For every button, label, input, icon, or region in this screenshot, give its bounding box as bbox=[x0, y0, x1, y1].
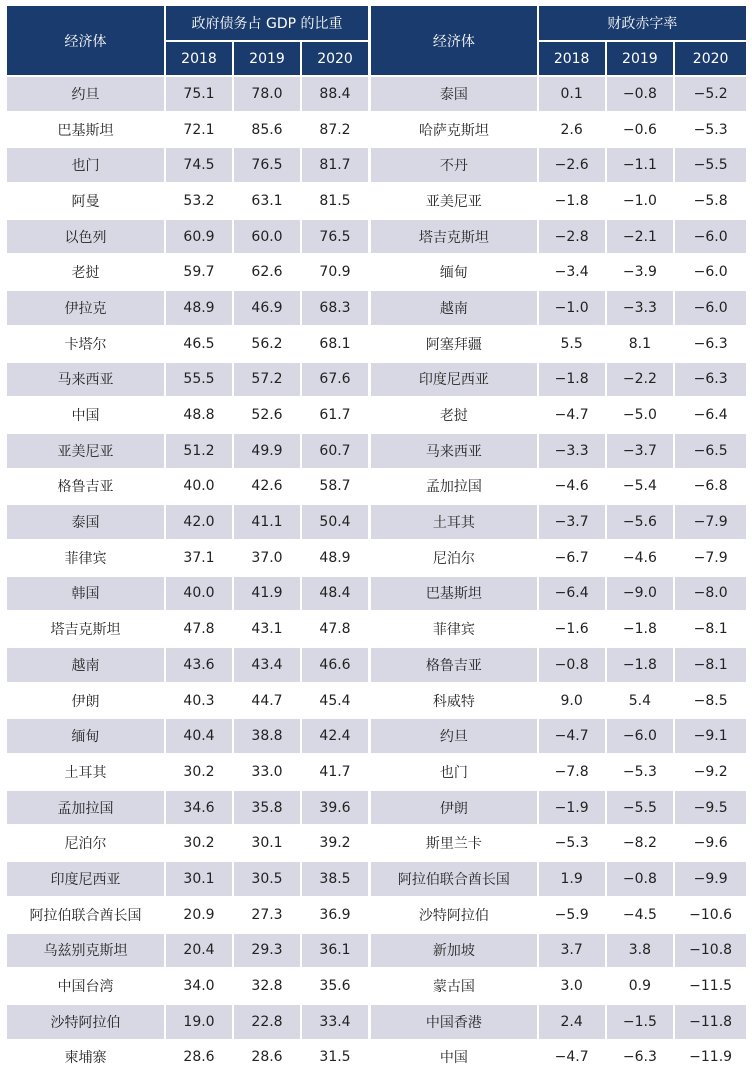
table-row bbox=[371, 862, 746, 896]
value-cell: −4.6 bbox=[607, 541, 674, 575]
table-row bbox=[7, 327, 368, 361]
economy-name-cell: 印度尼西亚 bbox=[7, 862, 164, 896]
table-row bbox=[371, 184, 746, 218]
value-cell: −11.9 bbox=[675, 1041, 746, 1075]
value-cell: 43.1 bbox=[234, 612, 300, 646]
value-cell: 37.1 bbox=[166, 541, 232, 575]
table-row bbox=[7, 1005, 368, 1039]
value-cell: 20.9 bbox=[166, 898, 232, 932]
value-cell: 51.2 bbox=[166, 434, 232, 468]
value-cell: 20.4 bbox=[166, 934, 232, 968]
value-cell: 29.3 bbox=[234, 934, 300, 968]
value-cell: 50.4 bbox=[302, 505, 368, 539]
table-row bbox=[7, 77, 368, 111]
table-row bbox=[7, 434, 368, 468]
table-row bbox=[7, 826, 368, 860]
economy-name-cell: 马来西亚 bbox=[371, 434, 537, 468]
value-cell: 75.1 bbox=[166, 77, 232, 111]
value-cell: −5.8 bbox=[675, 184, 746, 218]
value-cell: −5.2 bbox=[675, 77, 746, 111]
economy-name-cell: 亚美尼亚 bbox=[7, 434, 164, 468]
value-cell: −6.3 bbox=[607, 1041, 674, 1075]
value-cell: −8.1 bbox=[675, 612, 746, 646]
year-header: 2018 bbox=[539, 42, 605, 75]
economy-name-cell: 老挝 bbox=[371, 398, 537, 432]
economy-name-cell: 缅甸 bbox=[371, 255, 537, 289]
value-cell: 46.6 bbox=[302, 648, 368, 682]
value-cell: 60.7 bbox=[302, 434, 368, 468]
value-cell: 88.4 bbox=[302, 77, 368, 111]
table-row bbox=[371, 505, 746, 539]
value-cell: −8.0 bbox=[675, 577, 746, 611]
table-row bbox=[371, 220, 746, 254]
value-cell: 34.0 bbox=[166, 969, 232, 1003]
table-row bbox=[371, 826, 746, 860]
value-cell: −11.5 bbox=[675, 969, 746, 1003]
value-cell: 67.6 bbox=[302, 363, 368, 397]
value-cell: −8.1 bbox=[675, 648, 746, 682]
value-cell: 9.0 bbox=[539, 684, 605, 718]
value-cell: −9.1 bbox=[675, 719, 746, 753]
economy-name-cell: 孟加拉国 bbox=[7, 791, 164, 825]
value-cell: −6.5 bbox=[675, 434, 746, 468]
value-cell: −4.7 bbox=[539, 1041, 605, 1075]
value-cell: 8.1 bbox=[607, 327, 674, 361]
table-row bbox=[371, 77, 746, 111]
value-cell: 35.6 bbox=[302, 969, 368, 1003]
value-cell: 58.7 bbox=[302, 470, 368, 504]
economy-name-cell: 菲律宾 bbox=[371, 612, 537, 646]
table-row bbox=[371, 791, 746, 825]
debt-group-header: 政府债务占 GDP 的比重 bbox=[166, 6, 368, 40]
value-cell: 41.7 bbox=[302, 755, 368, 789]
value-cell: 33.4 bbox=[302, 1005, 368, 1039]
table-row bbox=[371, 684, 746, 718]
table-row bbox=[371, 541, 746, 575]
value-cell: −9.2 bbox=[675, 755, 746, 789]
value-cell: 41.9 bbox=[234, 577, 300, 611]
economy-name-cell: 孟加拉国 bbox=[371, 470, 537, 504]
economy-name-cell: 亚美尼亚 bbox=[371, 184, 537, 218]
value-cell: −10.8 bbox=[675, 934, 746, 968]
value-cell: −0.8 bbox=[607, 77, 674, 111]
value-cell: 43.4 bbox=[234, 648, 300, 682]
value-cell: −5.3 bbox=[675, 113, 746, 147]
deficit-table-body bbox=[371, 77, 746, 1074]
economy-name-cell: 沙特阿拉伯 bbox=[371, 898, 537, 932]
value-cell: 57.2 bbox=[234, 363, 300, 397]
value-cell: −11.8 bbox=[675, 1005, 746, 1039]
value-cell: −1.8 bbox=[607, 648, 674, 682]
value-cell: 44.7 bbox=[234, 684, 300, 718]
economy-name-cell: 蒙古国 bbox=[371, 969, 537, 1003]
value-cell: −5.0 bbox=[607, 398, 674, 432]
value-cell: 40.0 bbox=[166, 470, 232, 504]
table-row bbox=[371, 255, 746, 289]
value-cell: −6.8 bbox=[675, 470, 746, 504]
value-cell: −6.0 bbox=[675, 291, 746, 325]
value-cell: 60.0 bbox=[234, 220, 300, 254]
value-cell: −2.2 bbox=[607, 363, 674, 397]
value-cell: 78.0 bbox=[234, 77, 300, 111]
value-cell: −5.6 bbox=[607, 505, 674, 539]
value-cell: −2.1 bbox=[607, 220, 674, 254]
economy-name-cell: 科威特 bbox=[371, 684, 537, 718]
value-cell: −5.5 bbox=[607, 791, 674, 825]
table-row bbox=[371, 291, 746, 325]
table-row bbox=[371, 470, 746, 504]
table-row bbox=[7, 184, 368, 218]
value-cell: −2.6 bbox=[539, 148, 605, 182]
value-cell: 30.1 bbox=[166, 862, 232, 896]
economy-name-cell: 乌兹别克斯坦 bbox=[7, 934, 164, 968]
table-row bbox=[371, 969, 746, 1003]
year-header: 2019 bbox=[607, 42, 674, 75]
value-cell: 68.1 bbox=[302, 327, 368, 361]
economy-name-cell: 伊朗 bbox=[371, 791, 537, 825]
value-cell: −3.9 bbox=[607, 255, 674, 289]
table-row bbox=[371, 148, 746, 182]
value-cell: −1.6 bbox=[539, 612, 605, 646]
value-cell: −5.9 bbox=[539, 898, 605, 932]
economy-name-cell: 也门 bbox=[7, 148, 164, 182]
table-row bbox=[371, 719, 746, 753]
value-cell: −6.3 bbox=[675, 327, 746, 361]
table-row bbox=[371, 934, 746, 968]
value-cell: 34.6 bbox=[166, 791, 232, 825]
value-cell: 30.2 bbox=[166, 755, 232, 789]
value-cell: −3.7 bbox=[539, 505, 605, 539]
value-cell: 59.7 bbox=[166, 255, 232, 289]
economy-name-cell: 塔吉克斯坦 bbox=[371, 220, 537, 254]
value-cell: −3.3 bbox=[539, 434, 605, 468]
value-cell: −9.5 bbox=[675, 791, 746, 825]
table-row bbox=[7, 220, 368, 254]
value-cell: 48.9 bbox=[166, 291, 232, 325]
value-cell: 31.5 bbox=[302, 1041, 368, 1075]
economy-name-cell: 尼泊尔 bbox=[371, 541, 537, 575]
value-cell: 48.8 bbox=[166, 398, 232, 432]
value-cell: −7.8 bbox=[539, 755, 605, 789]
economy-name-cell: 也门 bbox=[371, 755, 537, 789]
table-row bbox=[7, 755, 368, 789]
value-cell: 46.5 bbox=[166, 327, 232, 361]
deficit-group-header: 财政赤字率 bbox=[539, 6, 746, 40]
value-cell: −6.4 bbox=[675, 398, 746, 432]
economy-name-cell: 中国 bbox=[371, 1041, 537, 1075]
value-cell: 46.9 bbox=[234, 291, 300, 325]
value-cell: 36.9 bbox=[302, 898, 368, 932]
value-cell: −4.7 bbox=[539, 719, 605, 753]
table-row bbox=[7, 470, 368, 504]
value-cell: −6.4 bbox=[539, 577, 605, 611]
economy-name-cell: 菲律宾 bbox=[7, 541, 164, 575]
value-cell: −6.3 bbox=[675, 363, 746, 397]
table-row bbox=[7, 612, 368, 646]
value-cell: 42.6 bbox=[234, 470, 300, 504]
value-cell: 40.4 bbox=[166, 719, 232, 753]
value-cell: 85.6 bbox=[234, 113, 300, 147]
value-cell: −1.0 bbox=[539, 291, 605, 325]
value-cell: −6.0 bbox=[607, 719, 674, 753]
year-header: 2020 bbox=[675, 42, 746, 75]
value-cell: 27.3 bbox=[234, 898, 300, 932]
economy-name-cell: 阿拉伯联合酋长国 bbox=[371, 862, 537, 896]
economy-name-cell: 缅甸 bbox=[7, 719, 164, 753]
value-cell: 37.0 bbox=[234, 541, 300, 575]
table-row bbox=[7, 862, 368, 896]
value-cell: 72.1 bbox=[166, 113, 232, 147]
value-cell: 47.8 bbox=[302, 612, 368, 646]
value-cell: 5.5 bbox=[539, 327, 605, 361]
economy-name-cell: 以色列 bbox=[7, 220, 164, 254]
value-cell: 87.2 bbox=[302, 113, 368, 147]
table-row bbox=[7, 719, 368, 753]
table-row bbox=[7, 898, 368, 932]
economy-name-cell: 泰国 bbox=[7, 505, 164, 539]
economy-name-cell: 格鲁吉亚 bbox=[7, 470, 164, 504]
value-cell: −9.9 bbox=[675, 862, 746, 896]
table-row bbox=[371, 898, 746, 932]
value-cell: 0.9 bbox=[607, 969, 674, 1003]
value-cell: −7.9 bbox=[675, 541, 746, 575]
table-row bbox=[7, 113, 368, 147]
economy-name-cell: 尼泊尔 bbox=[7, 826, 164, 860]
value-cell: 30.5 bbox=[234, 862, 300, 896]
table-row bbox=[371, 1041, 746, 1075]
value-cell: 30.1 bbox=[234, 826, 300, 860]
value-cell: 39.2 bbox=[302, 826, 368, 860]
value-cell: 35.8 bbox=[234, 791, 300, 825]
value-cell: 0.1 bbox=[539, 77, 605, 111]
value-cell: 40.3 bbox=[166, 684, 232, 718]
value-cell: 55.5 bbox=[166, 363, 232, 397]
value-cell: 47.8 bbox=[166, 612, 232, 646]
table-row bbox=[7, 934, 368, 968]
value-cell: −1.8 bbox=[607, 612, 674, 646]
value-cell: 41.1 bbox=[234, 505, 300, 539]
table-row bbox=[371, 755, 746, 789]
value-cell: 70.9 bbox=[302, 255, 368, 289]
value-cell: 42.0 bbox=[166, 505, 232, 539]
debt-table-body bbox=[7, 77, 368, 1074]
economy-name-cell: 约旦 bbox=[7, 77, 164, 111]
economy-name-cell: 马来西亚 bbox=[7, 363, 164, 397]
economy-name-cell: 韩国 bbox=[7, 577, 164, 611]
value-cell: −9.0 bbox=[607, 577, 674, 611]
value-cell: −1.5 bbox=[607, 1005, 674, 1039]
value-cell: 1.9 bbox=[539, 862, 605, 896]
value-cell: −1.8 bbox=[539, 363, 605, 397]
economy-name-cell: 塔吉克斯坦 bbox=[7, 612, 164, 646]
value-cell: −7.9 bbox=[675, 505, 746, 539]
year-header: 2020 bbox=[302, 42, 368, 75]
value-cell: 28.6 bbox=[166, 1041, 232, 1075]
economy-name-cell: 斯里兰卡 bbox=[371, 826, 537, 860]
value-cell: 43.6 bbox=[166, 648, 232, 682]
table-row bbox=[7, 648, 368, 682]
table-row bbox=[7, 541, 368, 575]
economy-name-cell: 巴基斯坦 bbox=[371, 577, 537, 611]
value-cell: 28.6 bbox=[234, 1041, 300, 1075]
value-cell: 53.2 bbox=[166, 184, 232, 218]
tables-container bbox=[5, 4, 746, 1078]
value-cell: 62.6 bbox=[234, 255, 300, 289]
table-row bbox=[371, 398, 746, 432]
value-cell: 76.5 bbox=[234, 148, 300, 182]
table-row bbox=[7, 577, 368, 611]
year-header: 2018 bbox=[166, 42, 232, 75]
value-cell: 2.4 bbox=[539, 1005, 605, 1039]
value-cell: −9.6 bbox=[675, 826, 746, 860]
economy-name-cell: 巴基斯坦 bbox=[7, 113, 164, 147]
value-cell: 33.0 bbox=[234, 755, 300, 789]
table-row bbox=[371, 113, 746, 147]
value-cell: 49.9 bbox=[234, 434, 300, 468]
fiscal-deficit-table bbox=[369, 4, 748, 1076]
economy-name-cell: 伊朗 bbox=[7, 684, 164, 718]
value-cell: 81.7 bbox=[302, 148, 368, 182]
value-cell: 39.6 bbox=[302, 791, 368, 825]
value-cell: 38.5 bbox=[302, 862, 368, 896]
value-cell: −6.0 bbox=[675, 220, 746, 254]
economy-name-cell: 泰国 bbox=[371, 77, 537, 111]
table-row bbox=[7, 363, 368, 397]
economy-name-cell: 阿曼 bbox=[7, 184, 164, 218]
table-row bbox=[7, 398, 368, 432]
economy-name-cell: 土耳其 bbox=[371, 505, 537, 539]
table-row bbox=[7, 505, 368, 539]
table-row bbox=[371, 612, 746, 646]
economy-header: 经济体 bbox=[7, 6, 164, 75]
table-row bbox=[7, 684, 368, 718]
value-cell: 32.8 bbox=[234, 969, 300, 1003]
value-cell: −6.0 bbox=[675, 255, 746, 289]
value-cell: 42.4 bbox=[302, 719, 368, 753]
value-cell: −5.3 bbox=[539, 826, 605, 860]
government-debt-table bbox=[5, 4, 370, 1076]
value-cell: −5.5 bbox=[675, 148, 746, 182]
value-cell: −0.6 bbox=[607, 113, 674, 147]
value-cell: 76.5 bbox=[302, 220, 368, 254]
table-row bbox=[7, 148, 368, 182]
value-cell: 81.5 bbox=[302, 184, 368, 218]
value-cell: −0.8 bbox=[607, 862, 674, 896]
value-cell: 48.9 bbox=[302, 541, 368, 575]
value-cell: 74.5 bbox=[166, 148, 232, 182]
economy-name-cell: 阿拉伯联合酋长国 bbox=[7, 898, 164, 932]
table-row bbox=[7, 969, 368, 1003]
value-cell: −4.7 bbox=[539, 398, 605, 432]
value-cell: 19.0 bbox=[166, 1005, 232, 1039]
value-cell: 3.0 bbox=[539, 969, 605, 1003]
economy-name-cell: 越南 bbox=[371, 291, 537, 325]
table-row bbox=[371, 327, 746, 361]
table-row bbox=[371, 1005, 746, 1039]
economy-name-cell: 中国香港 bbox=[371, 1005, 537, 1039]
value-cell: −2.8 bbox=[539, 220, 605, 254]
value-cell: −6.7 bbox=[539, 541, 605, 575]
value-cell: −3.3 bbox=[607, 291, 674, 325]
value-cell: 61.7 bbox=[302, 398, 368, 432]
table-row bbox=[7, 791, 368, 825]
value-cell: −1.1 bbox=[607, 148, 674, 182]
economy-name-cell: 沙特阿拉伯 bbox=[7, 1005, 164, 1039]
value-cell: −4.5 bbox=[607, 898, 674, 932]
economy-name-cell: 中国台湾 bbox=[7, 969, 164, 1003]
value-cell: −4.6 bbox=[539, 470, 605, 504]
economy-name-cell: 印度尼西亚 bbox=[371, 363, 537, 397]
value-cell: 3.7 bbox=[539, 934, 605, 968]
economy-name-cell: 老挝 bbox=[7, 255, 164, 289]
value-cell: 5.4 bbox=[607, 684, 674, 718]
table-row bbox=[371, 577, 746, 611]
value-cell: −8.5 bbox=[675, 684, 746, 718]
year-header: 2019 bbox=[234, 42, 300, 75]
table-row bbox=[7, 1041, 368, 1075]
value-cell: 36.1 bbox=[302, 934, 368, 968]
table-row bbox=[371, 363, 746, 397]
economy-name-cell: 柬埔寨 bbox=[7, 1041, 164, 1075]
value-cell: −1.8 bbox=[539, 184, 605, 218]
value-cell: 48.4 bbox=[302, 577, 368, 611]
economy-name-cell: 土耳其 bbox=[7, 755, 164, 789]
value-cell: −1.0 bbox=[607, 184, 674, 218]
value-cell: 2.6 bbox=[539, 113, 605, 147]
value-cell: 40.0 bbox=[166, 577, 232, 611]
value-cell: 68.3 bbox=[302, 291, 368, 325]
value-cell: −5.3 bbox=[607, 755, 674, 789]
value-cell: −3.4 bbox=[539, 255, 605, 289]
table-row bbox=[7, 255, 368, 289]
economy-name-cell: 阿塞拜疆 bbox=[371, 327, 537, 361]
economy-name-cell: 中国 bbox=[7, 398, 164, 432]
value-cell: 63.1 bbox=[234, 184, 300, 218]
value-cell: 45.4 bbox=[302, 684, 368, 718]
economy-name-cell: 不丹 bbox=[371, 148, 537, 182]
value-cell: −10.6 bbox=[675, 898, 746, 932]
value-cell: 3.8 bbox=[607, 934, 674, 968]
economy-name-cell: 约旦 bbox=[371, 719, 537, 753]
economy-name-cell: 新加坡 bbox=[371, 934, 537, 968]
economy-name-cell: 伊拉克 bbox=[7, 291, 164, 325]
value-cell: −5.4 bbox=[607, 470, 674, 504]
economy-header: 经济体 bbox=[371, 6, 537, 75]
value-cell: 52.6 bbox=[234, 398, 300, 432]
economy-name-cell: 哈萨克斯坦 bbox=[371, 113, 537, 147]
value-cell: −0.8 bbox=[539, 648, 605, 682]
value-cell: 38.8 bbox=[234, 719, 300, 753]
value-cell: −3.7 bbox=[607, 434, 674, 468]
value-cell: 22.8 bbox=[234, 1005, 300, 1039]
value-cell: 60.9 bbox=[166, 220, 232, 254]
value-cell: −1.9 bbox=[539, 791, 605, 825]
table-row bbox=[371, 648, 746, 682]
table-row bbox=[7, 291, 368, 325]
economy-name-cell: 格鲁吉亚 bbox=[371, 648, 537, 682]
table-row bbox=[371, 434, 746, 468]
value-cell: 56.2 bbox=[234, 327, 300, 361]
economy-name-cell: 卡塔尔 bbox=[7, 327, 164, 361]
value-cell: −8.2 bbox=[607, 826, 674, 860]
value-cell: 30.2 bbox=[166, 826, 232, 860]
economy-name-cell: 越南 bbox=[7, 648, 164, 682]
